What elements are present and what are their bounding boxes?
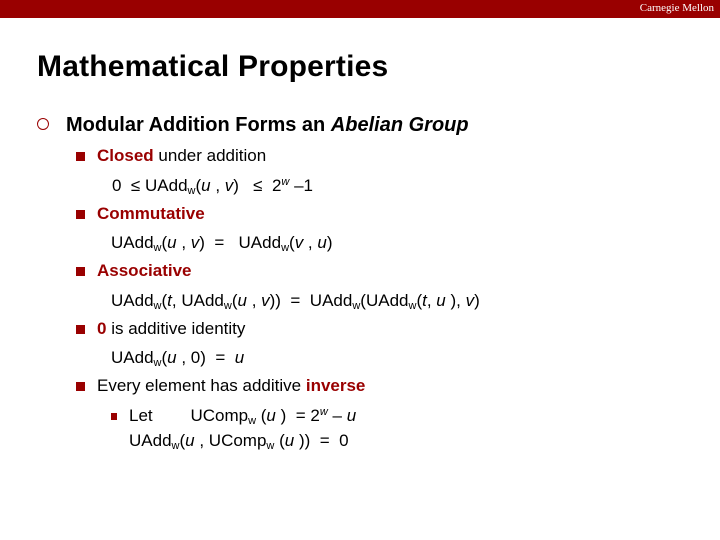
property-closed: Closed under addition [97,146,267,165]
square-bullet-icon [76,210,85,219]
square-bullet-icon [76,325,85,334]
brand-label: Carnegie Mellon [639,2,714,14]
square-bullet-icon [76,382,85,391]
slide-title: Mathematical Properties [37,50,389,83]
property-commutative: Commutative [97,204,205,223]
formula-closed: 0 ≤ UAdd$_w$(u , v) ≤ 2$^w$ –1 [112,176,313,197]
formula-inverse-result: UAdd$_w$(u , UComp$_w$ (u )) = 0 [129,431,349,452]
square-bullet-icon [76,152,85,161]
level1-bullet-icon [37,118,49,130]
property-inverse: Every element has additive inverse [97,376,366,395]
top-banner [0,0,720,18]
square-bullet-icon [76,267,85,276]
formula-identity: UAdd$_w$(u , 0) = u [111,348,245,369]
property-associative: Associative [97,261,192,280]
formula-inverse-definition: Let UComp$_w$ (u ) = $2^w$ – u [129,406,357,427]
formula-associative: UAdd$_w$(t, UAdd$_w$(u , v)) = UAdd$_w$(UAdd$_w$(t, u ), v) [111,291,480,312]
formula-commutative: UAdd$_w$(u , v) = UAdd$_w$(v , u) [111,233,333,254]
small-square-bullet-icon [111,413,117,420]
main-heading: Modular Addition Forms an Abelian Group [66,114,469,136]
property-identity: 0 is additive identity [97,319,246,338]
